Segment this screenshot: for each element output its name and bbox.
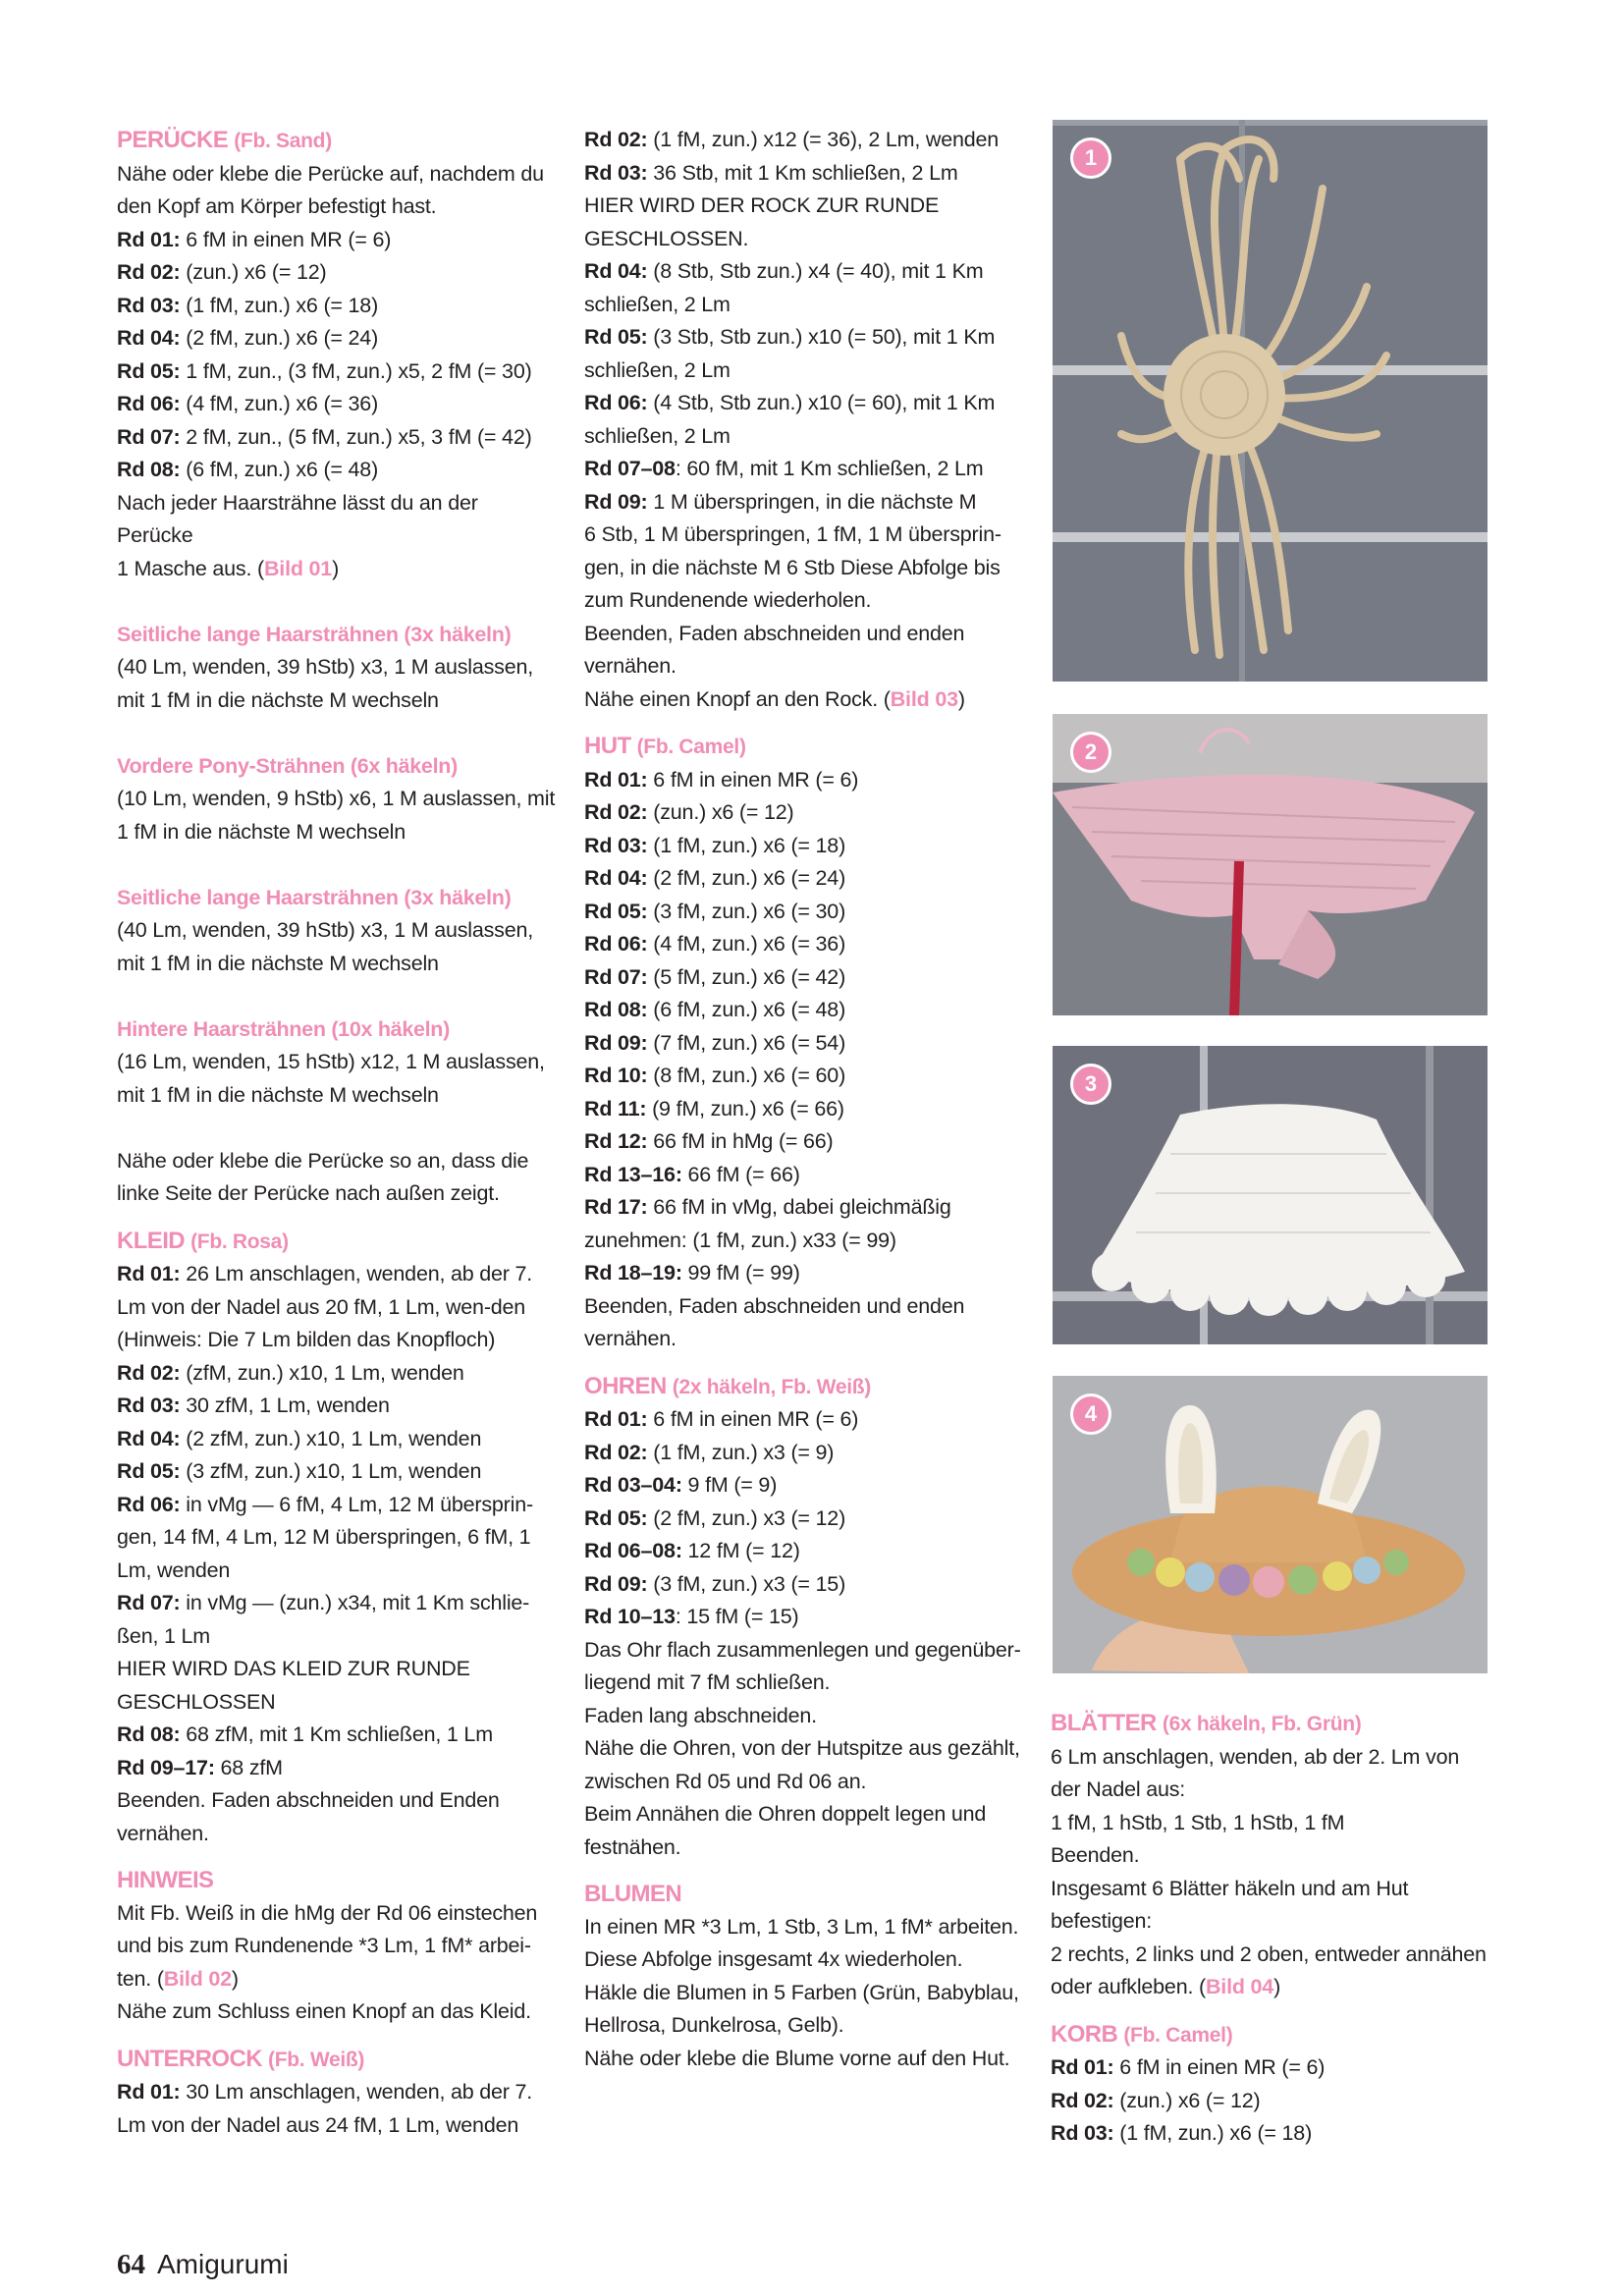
round-line: Rd 05: (3 zfM, zun.) x10, 1 Lm, wenden <box>117 1459 482 1483</box>
text-line: Beenden, Faden abschneiden und enden <box>584 1293 965 1318</box>
column-middle <box>584 124 1024 2075</box>
text-line: Beenden. Faden abschneiden und Enden <box>117 1788 500 1812</box>
round-line: Rd 04: (8 Stb, Stb zun.) x4 (= 40), mit 1 Km <box>584 259 984 283</box>
text-line: (10 Lm, wenden, 9 hStb) x6, 1 M auslassen, mit <box>117 787 556 810</box>
round-line: Rd 03–04: 9 fM (= 9) <box>584 1473 778 1497</box>
text-line: Beenden. <box>1051 1843 1140 1867</box>
text-line: 6 Lm anschlagen, wenden, ab der 2. Lm von <box>1051 1744 1460 1769</box>
round-line: Rd 09–17: 68 zfM <box>117 1755 283 1779</box>
section-heading-kleid: KLEID (Fb. Rosa) <box>117 1227 289 1254</box>
text-line: Häkle die Blumen in 5 Farben (Grün, Babyblau, <box>584 1980 1019 2004</box>
text-line: Das Ohr flach zusammenlegen und gegenüber- <box>584 1637 1021 1662</box>
round-line: Rd 06: (4 fM, zun.) x6 (= 36) <box>117 392 379 415</box>
photo-number-badge: 2 <box>1070 732 1111 773</box>
subheading-seitliche: Seitliche lange Haarsträhnen (3x häkeln) <box>117 885 512 909</box>
round-line: Rd 12: 66 fM in hMg (= 66) <box>584 1129 834 1153</box>
text-line: Faden lang abschneiden. <box>584 1703 817 1727</box>
column-left <box>117 124 557 2142</box>
text-line: zum Rundenende wiederholen. <box>584 588 872 612</box>
text-line: HIER WIRD DAS KLEID ZUR RUNDE <box>117 1657 470 1680</box>
round-line: Rd 10–13: 15 fM (= 15) <box>584 1605 799 1628</box>
text-line: Nähe einen Knopf an den Rock. (Bild 03) <box>584 686 965 711</box>
round-line: Rd 01: 26 Lm anschlagen, wenden, ab der 7. <box>117 1262 533 1285</box>
text-line: Lm, wenden <box>117 1558 231 1582</box>
text-line: zunehmen: (1 fM, zun.) x33 (= 99) <box>584 1228 896 1252</box>
round-line: Rd 01: 30 Lm anschlagen, wenden, ab der 7. <box>117 2080 533 2104</box>
photo-number-badge: 1 <box>1070 137 1111 179</box>
section-heading-blaetter: BLÄTTER (6x häkeln, Fb. Grün) <box>1051 1710 1362 1736</box>
text-line: vernähen. <box>584 1327 677 1350</box>
round-line: Rd 06: in vMg — 6 fM, 4 Lm, 12 M übersprin- <box>117 1492 533 1516</box>
round-line: Rd 01: 6 fM in einen MR (= 6) <box>117 227 392 251</box>
round-line: Rd 07–08: 60 fM, mit 1 Km schließen, 2 Lm <box>584 457 984 480</box>
text-line: befestigen: <box>1051 1909 1152 1933</box>
text-line: 1 fM in die nächste M wechseln <box>117 819 406 844</box>
round-line: Rd 04: (2 fM, zun.) x6 (= 24) <box>584 866 846 890</box>
text-line: Hellrosa, Dunkelrosa, Gelb). <box>584 2013 844 2037</box>
text-line: Nähe oder klebe die Blume vorne auf den Hut. <box>584 2046 1010 2070</box>
round-line: Rd 03: (1 fM, zun.) x6 (= 18) <box>117 293 379 317</box>
photo-dress-pink <box>1053 714 1488 1015</box>
text-line: Lm von der Nadel aus 20 fM, 1 Lm, wen-den <box>117 1294 526 1319</box>
round-line: Rd 07: in vMg — (zun.) x34, mit 1 Km schlie- <box>117 1591 530 1614</box>
round-line: Rd 02: (1 fM, zun.) x12 (= 36), 2 Lm, wenden <box>584 128 999 151</box>
text-line: schließen, 2 Lm <box>584 292 731 316</box>
text-line: mit 1 fM in die nächste M wechseln <box>117 951 439 975</box>
round-line: Rd 02: (zun.) x6 (= 12) <box>584 800 794 824</box>
round-line: Rd 11: (9 fM, zun.) x6 (= 66) <box>584 1096 844 1121</box>
text-line: GESCHLOSSEN. <box>584 226 749 250</box>
photo-hat-bunny-ears <box>1053 1376 1488 1673</box>
text-line: Diese Abfolge insgesamt 4x wiederholen. <box>584 1947 963 1971</box>
text-line: Nach jeder Haarsträhne lässt du an der Perücke <box>117 490 478 547</box>
text-line: gen, in die nächste M 6 Stb Diese Abfolge bis <box>584 555 1001 579</box>
round-line: Rd 07: (5 fM, zun.) x6 (= 42) <box>584 964 846 989</box>
round-line: Rd 04: (2 fM, zun.) x6 (= 24) <box>117 326 379 350</box>
text-line: HIER WIRD DER ROCK ZUR RUNDE <box>584 193 940 217</box>
round-line: Rd 08: (6 fM, zun.) x6 (= 48) <box>117 458 379 481</box>
round-line: Rd 18–19: 99 fM (= 99) <box>584 1261 800 1285</box>
round-line: Rd 01: 6 fM in einen MR (= 6) <box>1051 2055 1326 2079</box>
round-line: Rd 09: (3 fM, zun.) x3 (= 15) <box>584 1571 846 1596</box>
round-line: Rd 02: (zun.) x6 (= 12) <box>1051 2088 1261 2112</box>
subheading-hintere: Hintere Haarsträhnen (10x häkeln) <box>117 1016 451 1041</box>
image-reference: Bild 04 <box>1205 1975 1274 1998</box>
text-line: schließen, 2 Lm <box>584 357 731 382</box>
section-heading-hut: HUT (Fb. Camel) <box>584 733 746 759</box>
round-line: Rd 06–08: 12 fM (= 12) <box>584 1539 800 1562</box>
round-line: Rd 04: (2 zfM, zun.) x10, 1 Lm, wenden <box>117 1426 482 1450</box>
text-line: Mit Fb. Weiß in die hMg der Rd 06 einstechen <box>117 1900 538 1925</box>
text-line: Nähe oder klebe die Perücke so an, dass die <box>117 1148 529 1173</box>
text-line: festnähen. <box>584 1834 681 1859</box>
round-line: Rd 01: 6 fM in einen MR (= 6) <box>584 1407 859 1431</box>
text-line: oder aufkleben. (Bild 04) <box>1051 1975 1281 1998</box>
column-right <box>1051 1707 1490 2151</box>
text-line: Insgesamt 6 Blätter häkeln und am Hut <box>1051 1876 1409 1900</box>
text-line: (Hinweis: Die 7 Lm bilden das Knopfloch) <box>117 1328 496 1351</box>
page-footer <box>117 2249 289 2281</box>
image-reference: Bild 01 <box>263 556 333 580</box>
text-line: Nähe zum Schluss einen Knopf an das Kleid. <box>117 1999 531 2023</box>
text-line: ßen, 1 Lm <box>117 1623 210 1648</box>
page-number: 64 <box>117 2249 145 2280</box>
text-line: 6 Stb, 1 M überspringen, 1 fM, 1 M übersprin- <box>584 522 1001 546</box>
round-line: Rd 03: 30 zfM, 1 Lm, wenden <box>117 1394 390 1417</box>
text-line: liegend mit 7 fM schließen. <box>584 1670 831 1694</box>
text-line: 1 Masche aus. (Bild 01) <box>117 556 340 580</box>
text-line: (40 Lm, wenden, 39 hStb) x3, 1 M auslassen, <box>117 655 534 679</box>
round-line: Rd 08: 68 zfM, mit 1 Km schließen, 1 Lm <box>117 1722 493 1746</box>
round-line: Rd 02: (zun.) x6 (= 12) <box>117 260 327 284</box>
text-line: ten. (Bild 02) <box>117 1966 239 1991</box>
subheading-vordere-pony: Vordere Pony-Strähnen (6x häkeln) <box>117 753 458 778</box>
round-line: Rd 09: 1 M überspringen, in die nächste M <box>584 489 977 514</box>
text-line: GESCHLOSSEN <box>117 1689 276 1714</box>
text-line: Beim Annähen die Ohren doppelt legen und <box>584 1802 987 1826</box>
text-line: (40 Lm, wenden, 39 hStb) x3, 1 M auslassen, <box>117 918 534 942</box>
round-line: Rd 03: 36 Stb, mit 1 Km schließen, 2 Lm <box>584 160 958 185</box>
section-heading-ohren: OHREN (2x häkeln, Fb. Weiß) <box>584 1372 871 1399</box>
round-line: Rd 17: 66 fM in vMg, dabei gleichmäßig <box>584 1195 951 1219</box>
round-line: Rd 05: 1 fM, zun., (3 fM, zun.) x5, 2 fM (= 30) <box>117 358 532 383</box>
section-heading-blumen: BLUMEN <box>584 1881 682 1907</box>
text-line: 1 fM, 1 hStb, 1 Stb, 1 hStb, 1 fM <box>1051 1810 1345 1834</box>
text-line: mit 1 fM in die nächste M wechseln <box>117 687 439 712</box>
round-line: Rd 06: (4 Stb, Stb zun.) x10 (= 60), mit 1 Km <box>584 391 996 414</box>
text-line: schließen, 2 Lm <box>584 423 731 448</box>
photo-number-badge: 3 <box>1070 1064 1111 1105</box>
round-line: Rd 06: (4 fM, zun.) x6 (= 36) <box>584 932 846 956</box>
text-line: mit 1 fM in die nächste M wechseln <box>117 1082 439 1107</box>
text-line: der Nadel aus: <box>1051 1777 1186 1801</box>
text-line: Beenden, Faden abschneiden und enden <box>584 621 965 645</box>
round-line: Rd 02: (zfM, zun.) x10, 1 Lm, wenden <box>117 1360 464 1385</box>
image-reference: Bild 02 <box>163 1966 232 1991</box>
text-line: Nähe oder klebe die Perücke auf, nachdem du <box>117 161 544 186</box>
photo-number-badge: 4 <box>1070 1394 1111 1435</box>
section-heading-peruecke: PERÜCKE (Fb. Sand) <box>117 127 332 153</box>
photo-underskirt-white <box>1053 1046 1488 1344</box>
round-line: Rd 07: 2 fM, zun., (5 fM, zun.) x5, 3 fM (= 42) <box>117 424 532 449</box>
text-line: und bis zum Rundenende *3 Lm, 1 fM* arbei- <box>117 1934 531 1957</box>
round-line: Rd 05: (3 Stb, Stb zun.) x10 (= 50), mit 1 Km <box>584 325 996 349</box>
round-line: Rd 09: (7 fM, zun.) x6 (= 54) <box>584 1030 846 1055</box>
text-line: (16 Lm, wenden, 15 hStb) x12, 1 M auslassen, <box>117 1050 545 1073</box>
section-heading-korb: KORB (Fb. Camel) <box>1051 2020 1233 2048</box>
image-reference: Bild 03 <box>890 686 958 711</box>
round-line: Rd 03: (1 fM, zun.) x6 (= 18) <box>584 833 846 857</box>
round-line: Rd 03: (1 fM, zun.) x6 (= 18) <box>1051 2121 1313 2145</box>
round-line: Rd 02: (1 fM, zun.) x3 (= 9) <box>584 1440 835 1464</box>
round-line: Rd 13–16: 66 fM (= 66) <box>584 1162 800 1186</box>
text-line: linke Seite der Perücke nach außen zeigt. <box>117 1181 500 1205</box>
text-line: 2 rechts, 2 links und 2 oben, entweder annähen <box>1051 1941 1487 1966</box>
text-line: Lm von der Nadel aus 24 fM, 1 Lm, wenden <box>117 2112 519 2137</box>
photo-wig-flat <box>1053 120 1488 682</box>
text-line: den Kopf am Körper befestigt hast. <box>117 194 437 218</box>
round-line: Rd 08: (6 fM, zun.) x6 (= 48) <box>584 998 846 1021</box>
section-heading-hinweis: HINWEIS <box>117 1867 214 1893</box>
magazine-name: Amigurumi <box>157 2249 289 2279</box>
subheading-seitliche: Seitliche lange Haarsträhnen (3x häkeln) <box>117 622 512 646</box>
text-line: vernähen. <box>584 654 677 678</box>
text-line: vernähen. <box>117 1821 209 1845</box>
text-line: gen, 14 fM, 4 Lm, 12 M überspringen, 6 fM, 1 <box>117 1525 531 1549</box>
round-line: Rd 10: (8 fM, zun.) x6 (= 60) <box>584 1064 846 1087</box>
text-line: In einen MR *3 Lm, 1 Stb, 3 Lm, 1 fM* arbeiten. <box>584 1914 1019 1939</box>
section-heading-unterrock: UNTERROCK (Fb. Weiß) <box>117 2045 365 2072</box>
text-line: zwischen Rd 05 und Rd 06 an. <box>584 1769 867 1793</box>
round-line: Rd 01: 6 fM in einen MR (= 6) <box>584 767 859 792</box>
text-line: Nähe die Ohren, von der Hutspitze aus gezählt, <box>584 1736 1020 1760</box>
round-line: Rd 05: (2 fM, zun.) x3 (= 12) <box>584 1505 846 1530</box>
round-line: Rd 05: (3 fM, zun.) x6 (= 30) <box>584 899 846 923</box>
